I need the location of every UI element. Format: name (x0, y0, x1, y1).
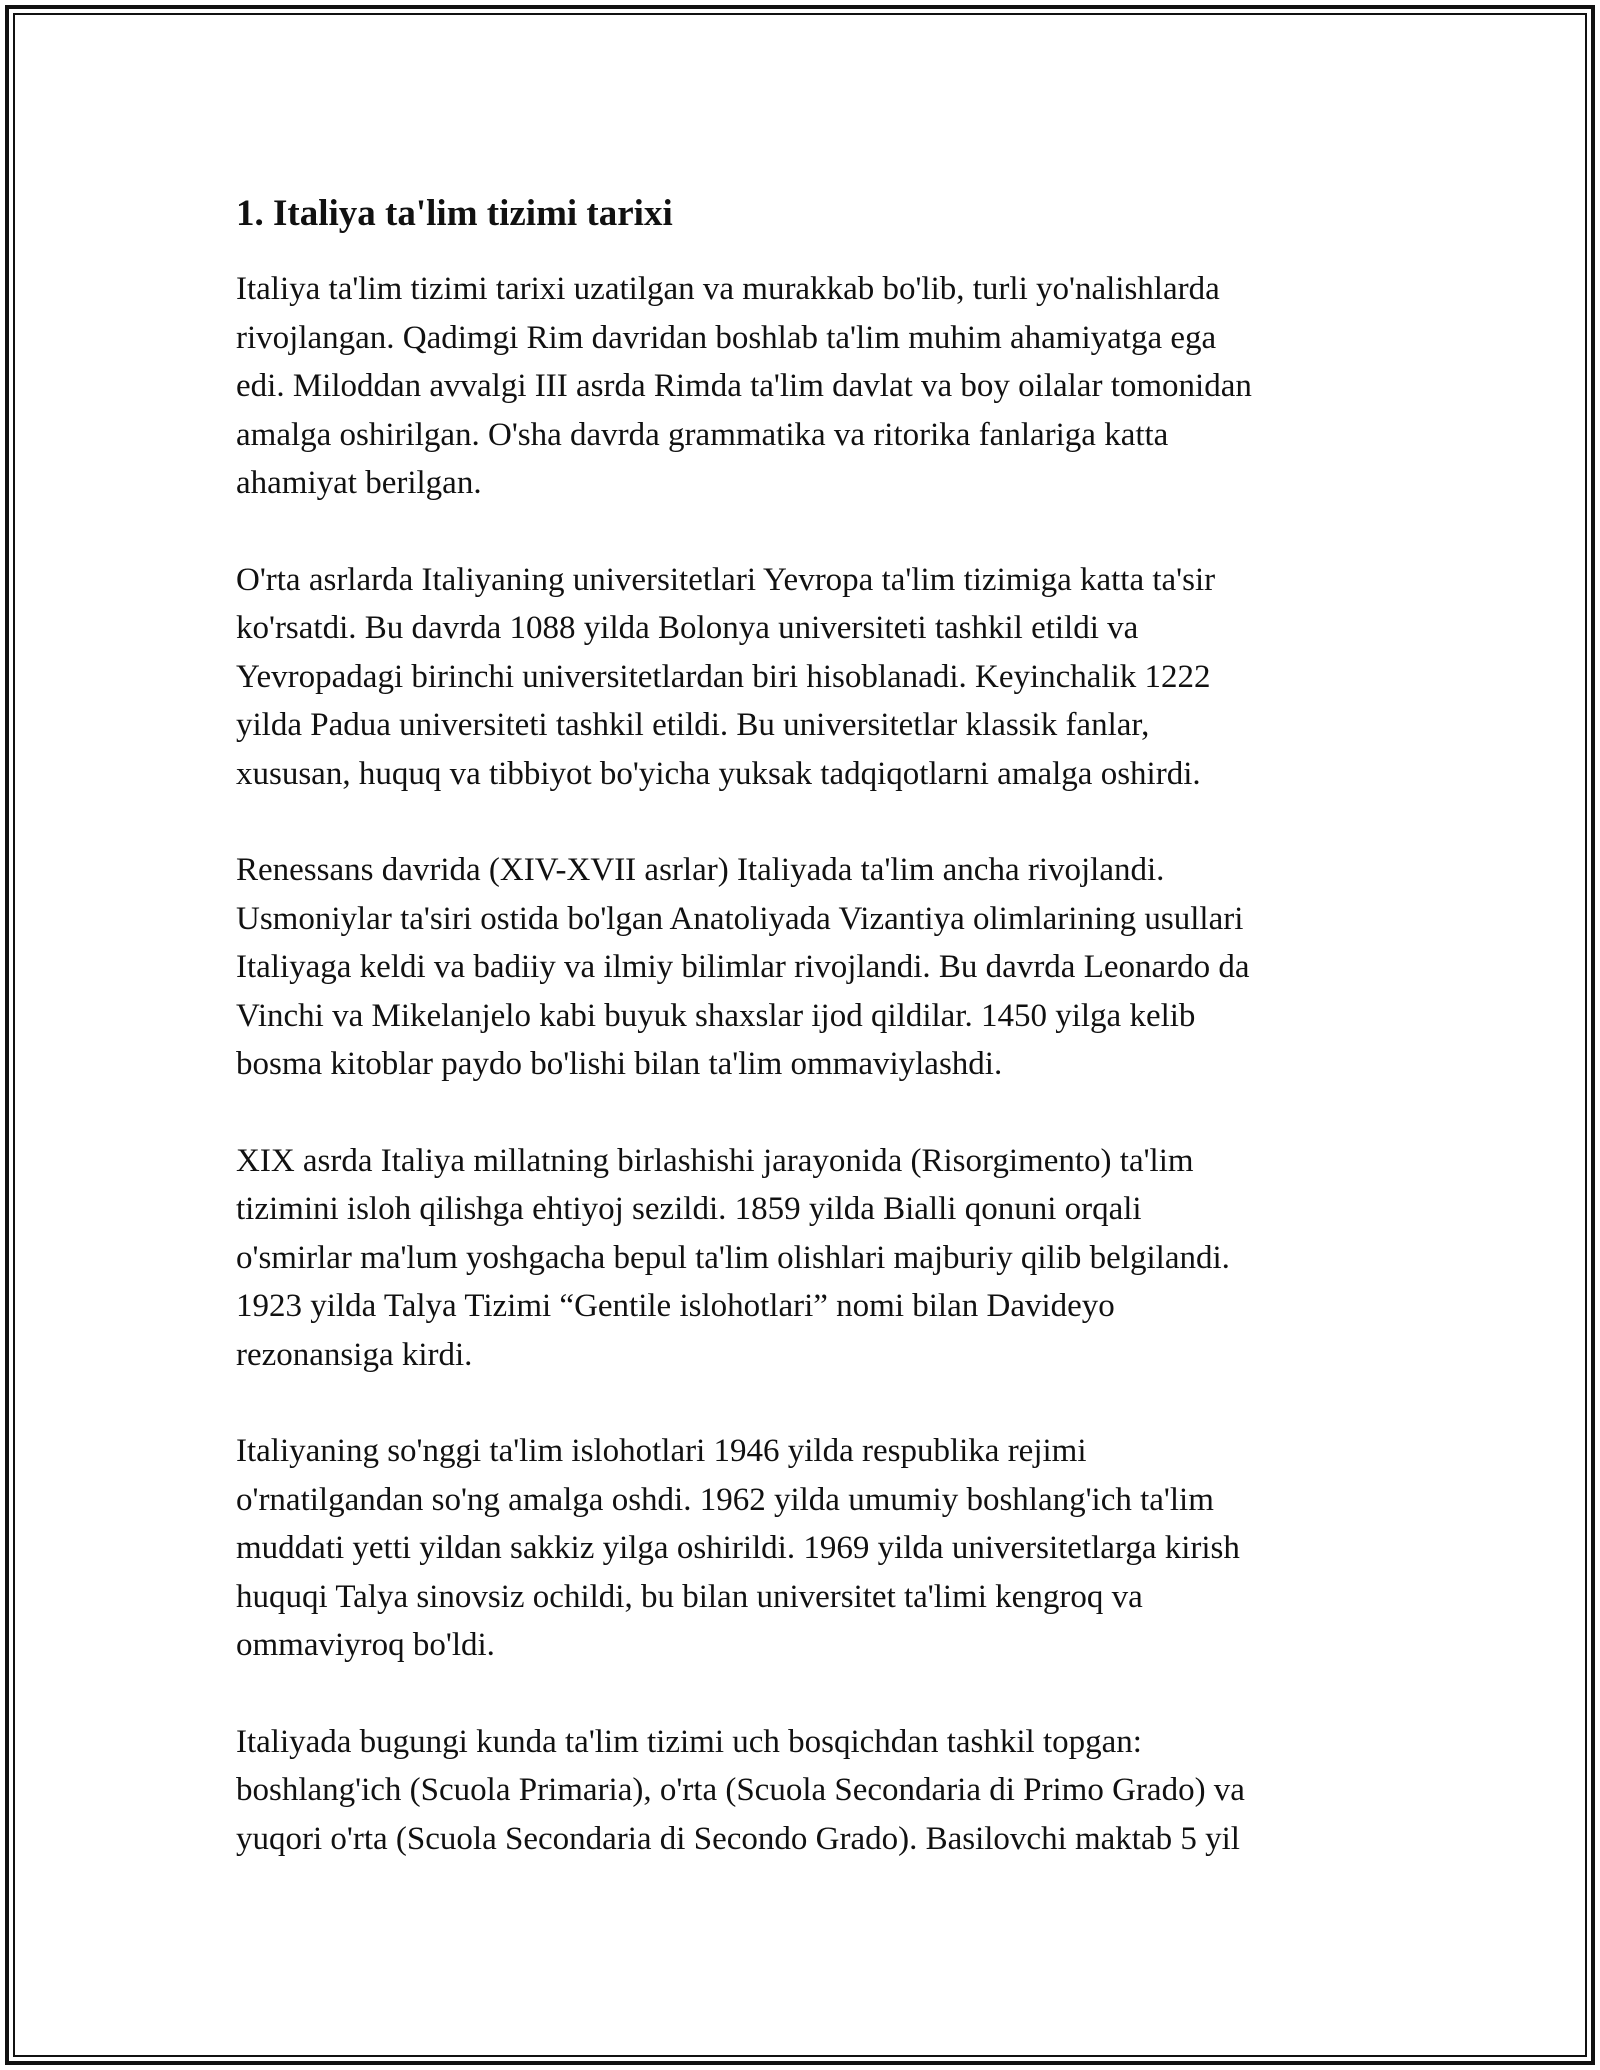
document-body (236, 185, 1396, 1911)
paragraph-nineteenth-century: XIX asrda Italiya millatning birlashishi jarayonida (Risorgimento) ta'lim tizimini isloh qilishga ehtiyoj sezildi. 1859 yilda Bialli qonuni orqali o'smirlar ma'lum yoshgacha bepul ta'lim olishlari majburiy qilib belgilandi. 1923 yilda Talya Tizimi “Gentile islohotlari” nomi bilan Davideyo rezonansiga kirdi. (236, 1142, 1230, 1373)
paragraph-ancient-rome: Italiya ta'lim tizimi tarixi uzatilgan va murakkab bo'lib, turli yo'nalishlarda rivojlangan. Qadimgi Rim davridan boshlab ta'lim muhim ahamiyatga ega edi. Miloddan avvalgi III asrda Rimda ta'lim davlat va boy oilalar tomonidan amalga oshirilgan. O'sha davrda grammatika va ritorika fanlariga katta ahamiyat berilgan. (236, 271, 1252, 501)
paragraph-modern-reforms: Italiyaning so'nggi ta'lim islohotlari 1946 yilda respublika rejimi o'rnatilgandan so'ng amalga oshdi. 1962 yilda umumiy boshlang'ich ta'lim muddati yetti yildan sakkiz yilga oshirildi. 1969 yilda universitetlarga kirish huquqi Talya sinovsiz ochildi, bu bilan universitet ta'limi kengroq va ommaviyroq bo'ldi. (236, 1433, 1240, 1663)
paragraph-middle-ages: O'rta asrlarda Italiyaning universitetlari Yevropa ta'lim tizimiga katta ta'sir ko'rsatdi. Bu davrda 1088 yilda Bolonya universiteti tashkil etildi va Yevropadagi birinchi universitetlardan biri hisoblanadi. Keyinchalik 1222 yilda Padua universiteti tashkil etildi. Bu universitetlar klassik fanlar, xususan, huquq va tibbiyot bo'yicha yuksak tadqiqotlarni amalga oshirdi. (236, 561, 1216, 792)
paragraph-renaissance: Renessans davrida (XIV-XVII asrlar) Italiyada ta'lim ancha rivojlandi. Usmoniylar ta'siri ostida bo'lgan Anatoliyada Vizantiya olimlarining usullari Italiyaga keldi va badiiy va ilmiy bilimlar rivojlandi. Bu davrda Leonardo da Vinchi va Mikelanjelo kabi buyuk shaxslar ijod qildilar. 1450 yilga kelib bosma kitoblar paydo bo'lishi bilan ta'lim ommaviylashdi. (236, 852, 1250, 1082)
section-heading: 1. Italiya ta'lim tizimi tarixi (236, 193, 673, 234)
paragraph-current-system: Italiyada bugungi kunda ta'lim tizimi uch bosqichdan tashkil topgan: boshlang'ich (Scuola Primaria), o'rta (Scuola Secondaria di Primo Grado) va yuqori o'rta (Scuola Secondaria di Secondo Grado). Basilovchi maktab 5 yil (236, 1723, 1245, 1857)
